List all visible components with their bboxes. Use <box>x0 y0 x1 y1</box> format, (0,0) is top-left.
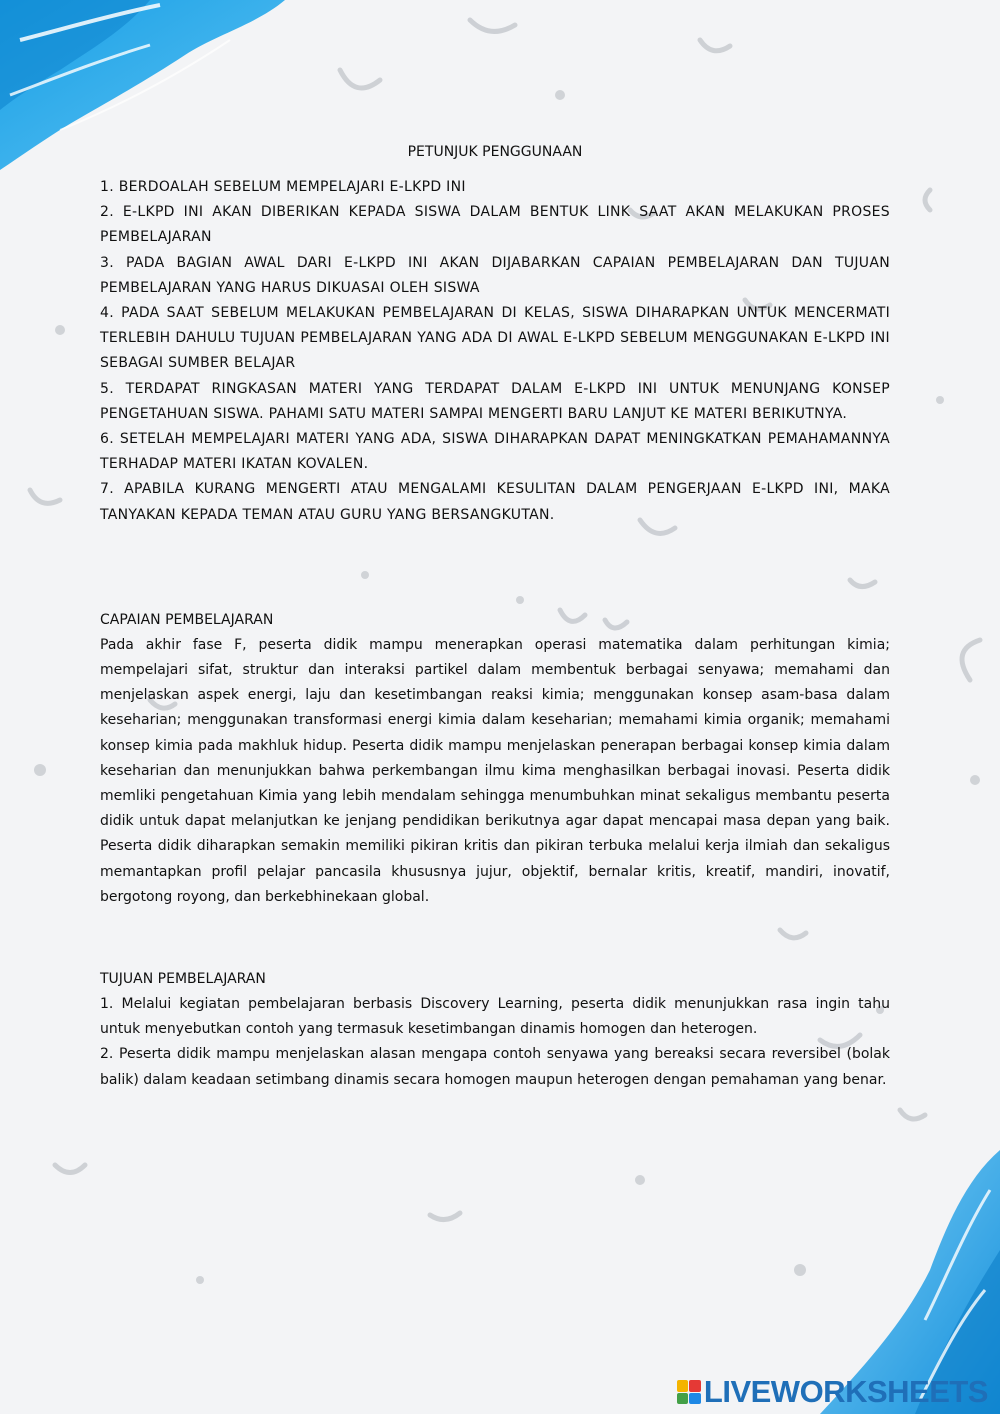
worksheet-content <box>100 140 890 1093</box>
instructions-list <box>100 175 890 528</box>
capaian-section <box>100 608 890 910</box>
tujuan-section <box>100 967 890 1093</box>
instruction-item: 3. PADA BAGIAN AWAL DARI E-LKPD INI AKAN DIJABARKAN CAPAIAN PEMBELAJARAN DAN TUJUAN PEMBELAJARAN YANG HARUS DIKUASAI OLEH SISWA <box>100 254 890 296</box>
instructions-section <box>100 140 890 528</box>
liveworksheets-logo-icon <box>677 1380 701 1404</box>
liveworksheets-brand[interactable] <box>677 1374 988 1410</box>
instructions-title: PETUNJUK PENGGUNAAN <box>407 144 583 160</box>
instruction-item: 2. E-LKPD INI AKAN DIBERIKAN KEPADA SISWA DALAM BENTUK LINK SAAT AKAN MELAKUKAN PROSES PEMBELAJARAN <box>100 204 890 246</box>
tujuan-title: TUJUAN PEMBELAJARAN <box>100 971 266 988</box>
tujuan-item: 2. Peserta didik mampu menjelaskan alasan mengapa contoh senyawa yang bereaksi secara reversibel (bolak balik) dalam keadaan setimbang dinamis secara homogen maupun heterogen dengan pemahaman yang benar. <box>100 1046 890 1088</box>
brand-text: LIVEWORKSHEETS <box>703 1374 988 1409</box>
instruction-item: 1. BERDOALAH SEBELUM MEMPELAJARI E-LKPD INI <box>100 179 466 195</box>
tujuan-list <box>100 992 890 1093</box>
instruction-item: 7. APABILA KURANG MENGERTI ATAU MENGALAMI KESULITAN DALAM PENGERJAAN E-LKPD INI, MAKA TANYAKAN KEPADA TEMAN ATAU GURU YANG BERSANGKUTAN. <box>100 481 890 523</box>
tujuan-item: 1. Melalui kegiatan pembelajaran berbasis Discovery Learning, peserta didik menunjukkan rasa ingin tahu untuk menyebutkan contoh yang termasuk kesetimbangan dinamis homogen dan heterogen. <box>100 996 890 1038</box>
instruction-item: 5. TERDAPAT RINGKASAN MATERI YANG TERDAPAT DALAM E-LKPD INI UNTUK MENUNJANG KONSEP PENGETAHUAN SISWA. PAHAMI SATU MATERI SAMPAI MENGERTI BARU LANJUT KE MATERI BERIKUTNYA. <box>100 380 890 422</box>
instruction-item: 6. SETELAH MEMPELAJARI MATERI YANG ADA, SISWA DIHARAPKAN DAPAT MENINGKATKAN PEMAHAMANNYA TERHADAP MATERI IKATAN KOVALEN. <box>100 431 890 473</box>
capaian-title: CAPAIAN PEMBELAJARAN <box>100 611 274 628</box>
instruction-item: 4. PADA SAAT SEBELUM MELAKUKAN PEMBELAJARAN DI KELAS, SISWA DIHARAPKAN UNTUK MENCERMATI TERLEBIH DAHULU TUJUAN PEMBELAJARAN YANG ADA DI AWAL E-LKPD SEBELUM MENGGUNAKAN E-LKPD INI SEBAGAI SUMBER BELAJAR <box>100 305 890 372</box>
capaian-body: Pada akhir fase F, peserta didik mampu menerapkan operasi matematika dalam perhitungan kimia; mempelajari sifat, struktur dan interaksi partikel dalam membentuk berbagai senyawa; memahami dan menjelaskan aspek energi, laju dan kesetimbangan reaksi kimia; menggunakan konsep asam-basa dalam keseharian; menggunakan transformasi energi kimia dalam keseharian; memahami kimia organik; memahami konsep kimia pada makhluk hidup. Peserta didik mampu menjelaskan penerapan berbagai konsep kimia dalam keseharian dan menunjukkan bahwa perkembangan ilmu kima menghasilkan berbagai inovasi. Peserta didik memliki pengetahuan Kimia yang lebih mendalam sehingga menumbuhkan minat sekaligus membantu peserta didik untuk dapat melanjutkan ke jenjang pendidikan berikutnya agar dapat mencapai masa depan yang baik. Peserta didik diharapkan semakin memiliki pikiran kritis dan pikiran terbuka melalui kerja ilmiah dan sekaligus memantapkan profil pelajar pancasila khususnya jujur, objektif, bernalar kritis, kreatif, mandiri, inovatif, bergotong royong, dan berkebhinekaan global. <box>100 636 890 905</box>
